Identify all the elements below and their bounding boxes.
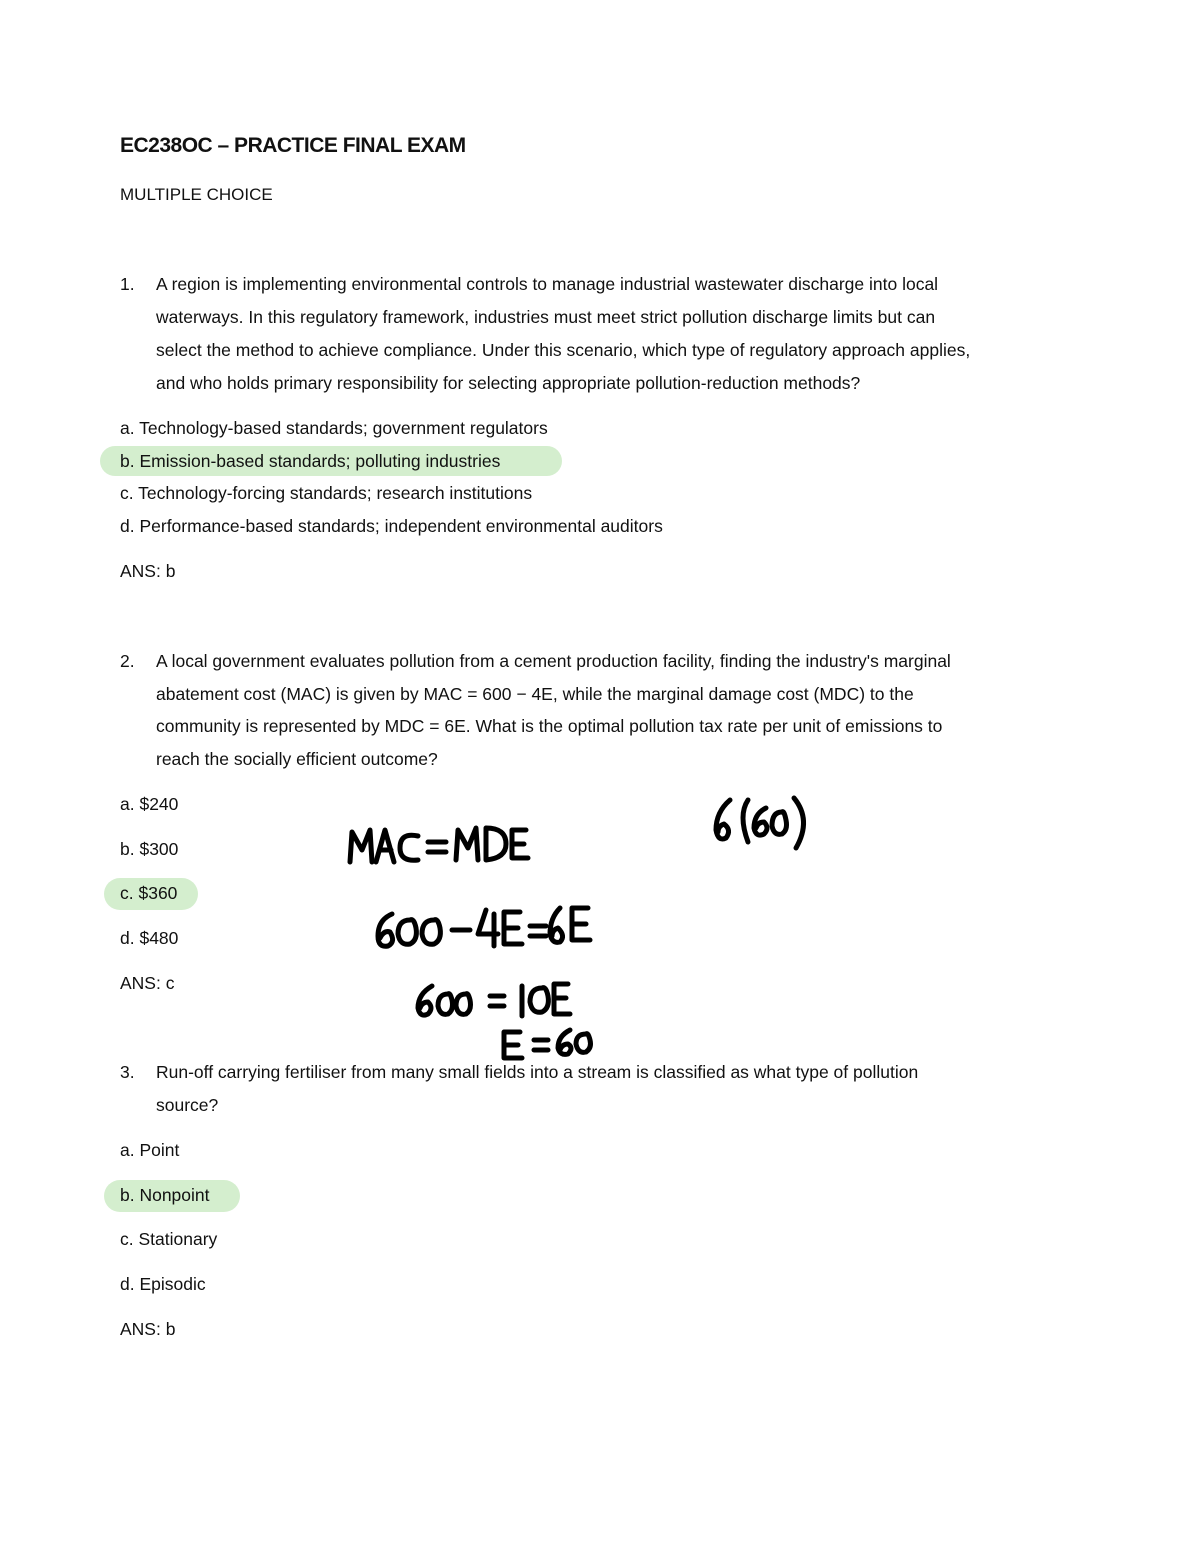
option-c: c. $360	[120, 883, 178, 903]
question-text-line: abatement cost (MAC) is given by MAC = 600 − 4E, while the marginal damage cost (MDC) to the	[156, 684, 914, 704]
option-a: a. Technology-based standards; government regulators	[120, 418, 548, 438]
option-d: d. Performance-based standards; independent environmental auditors	[120, 516, 663, 536]
option-b: b. Nonpoint	[120, 1185, 210, 1205]
handwritten-note-tax-calc	[716, 798, 804, 848]
question-text-line: community is represented by MDC = 6E. What is the optimal pollution tax rate per unit of emissions to	[156, 716, 943, 736]
answer-key: ANS: b	[120, 561, 176, 581]
page-title: EC238OC – PRACTICE FINAL EXAM	[120, 134, 466, 157]
option-c: c. Stationary	[120, 1229, 218, 1249]
option-c: c. Technology-forcing standards; research institutions	[120, 483, 533, 503]
question-text-line: A region is implementing environmental controls to manage industrial wastewater discharge into local	[156, 274, 939, 294]
handwritten-note-solution	[504, 1030, 591, 1058]
question-text-line: select the method to achieve compliance. Under this scenario, which type of regulatory approach applies,	[156, 340, 971, 360]
question-text-line: reach the socially efficient outcome?	[156, 749, 438, 769]
question-text-line: and who holds primary responsibility for selecting appropriate pollution-reduction methods?	[156, 373, 861, 393]
option-a: a. $240	[120, 794, 179, 814]
option-b: b. $300	[120, 839, 179, 859]
option-d: d. Episodic	[120, 1274, 206, 1294]
handwritten-note-equation-2	[418, 984, 570, 1016]
question-text-line: source?	[156, 1095, 219, 1115]
answer-key: ANS: b	[120, 1319, 176, 1339]
handwritten-note-mac-equals-mde	[350, 828, 528, 862]
option-b: b. Emission-based standards; polluting industries	[120, 451, 501, 471]
question-text-line: Run-off carrying fertiliser from many small fields into a stream is classified as what type of pollution	[156, 1062, 919, 1082]
answer-key: ANS: c	[120, 973, 175, 993]
question-text-line: waterways. In this regulatory framework, industries must meet strict pollution discharge limits but can	[156, 307, 936, 327]
handwritten-note-equation-1	[378, 908, 590, 946]
option-a: a. Point	[120, 1140, 180, 1160]
question-number: 2.	[120, 651, 135, 671]
question-text-line: A local government evaluates pollution from a cement production facility, finding the industry's marginal	[156, 651, 951, 671]
question-number: 1.	[120, 274, 135, 294]
section-heading: MULTIPLE CHOICE	[120, 185, 273, 204]
option-d: d. $480	[120, 928, 179, 948]
question-number: 3.	[120, 1062, 135, 1082]
